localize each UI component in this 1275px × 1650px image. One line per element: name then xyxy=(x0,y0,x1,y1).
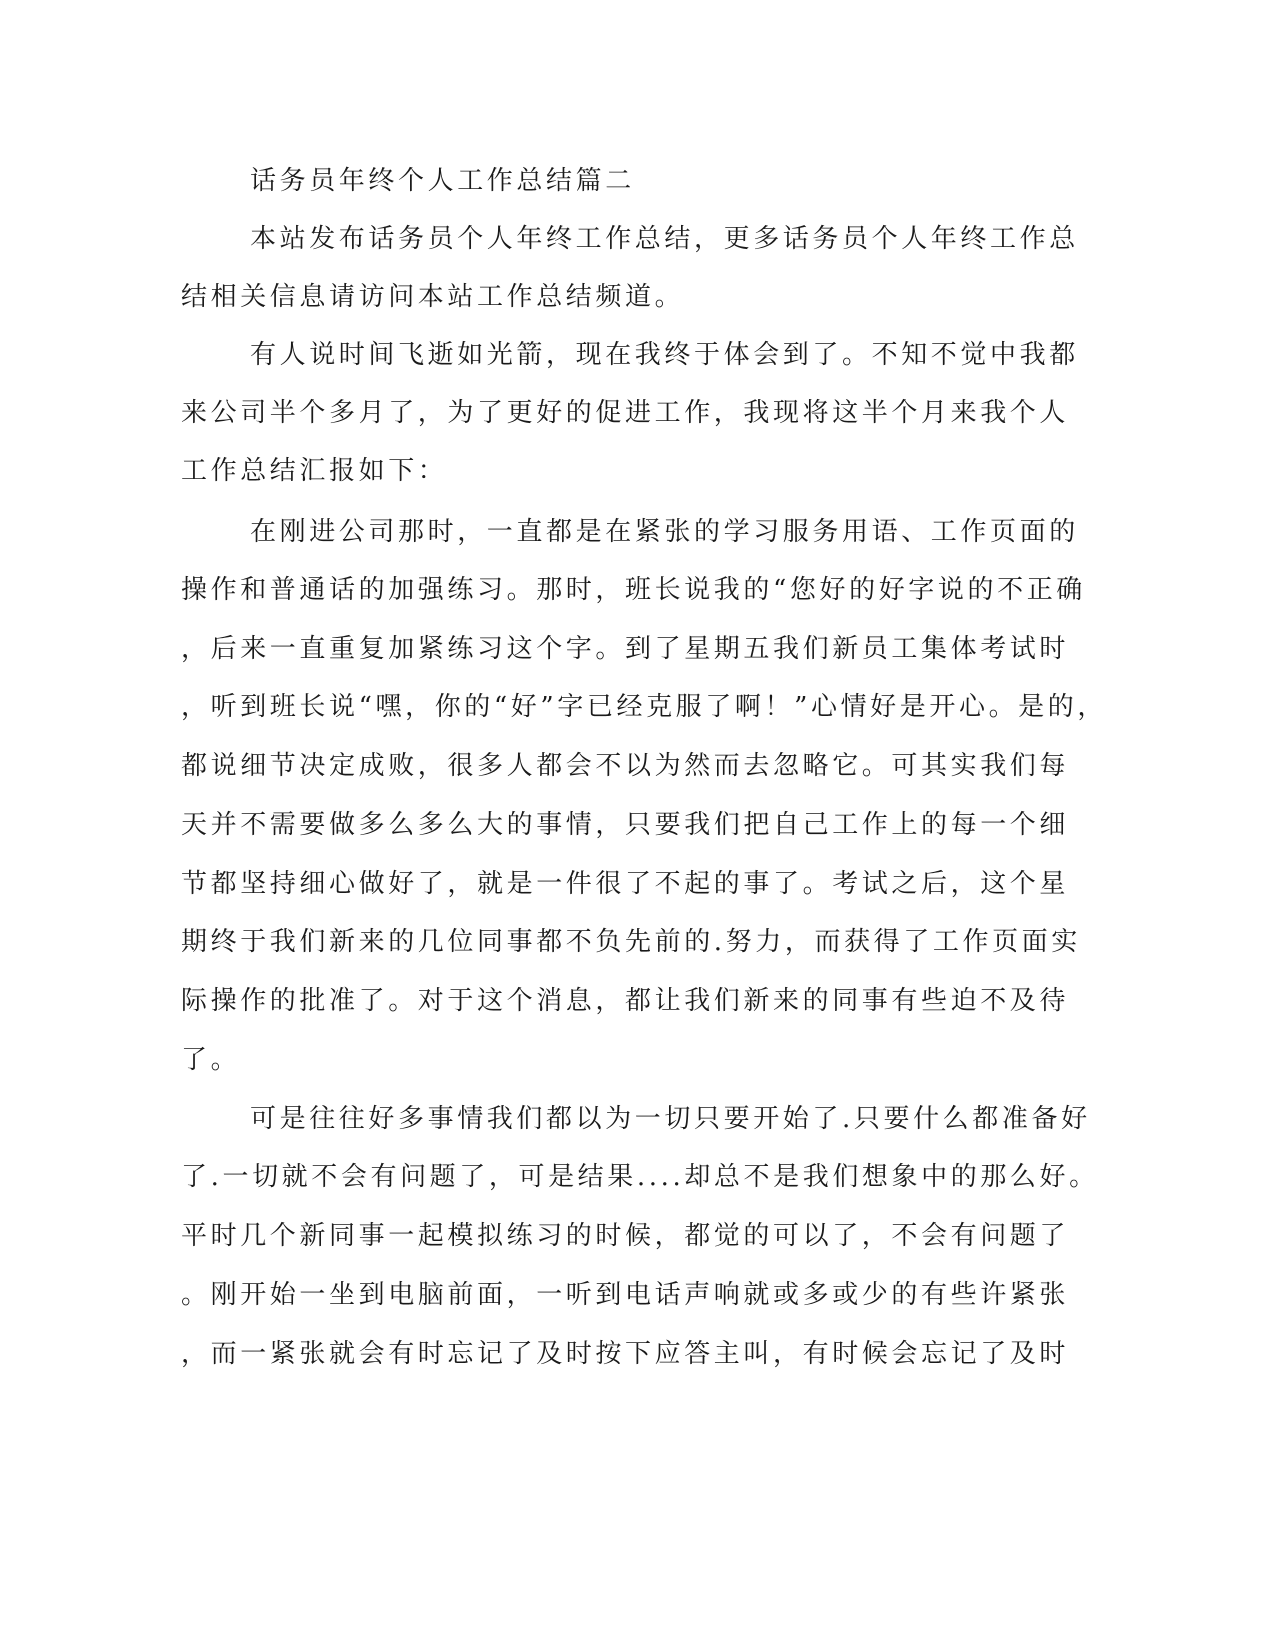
paragraph-line: 在刚进公司那时，一直都是在紧张的学习服务用语、工作页面的 xyxy=(250,517,1079,547)
paragraph-line: ，后来一直重复加紧练习这个字。到了星期五我们新员工集体考试时 xyxy=(181,634,1070,664)
paragraph-line: 结相关信息请访问本站工作总结频道。 xyxy=(181,282,685,312)
paragraph-line: 操作和普通话的加强练习。那时，班长说我的“您好的好字说的不正确 xyxy=(181,575,1086,605)
paragraph-line: 本站发布话务员个人年终工作总结，更多话务员个人年终工作总 xyxy=(250,224,1079,254)
paragraph-line: ，听到班长说“嘿，你的“好”字已经克服了啊！”心情好是开心。是的， xyxy=(181,692,1107,722)
paragraph-line: 。刚开始一坐到电脑前面，一听到电话声响就或多或少的有些许紧张 xyxy=(181,1280,1070,1310)
paragraph-line: 都说细节决定成败，很多人都会不以为然而去忽略它。可其实我们每 xyxy=(181,751,1070,781)
paragraph-line: 平时几个新同事一起模拟练习的时候，都觉的可以了，不会有问题了 xyxy=(181,1221,1070,1251)
paragraph-line: 天并不需要做多么多么大的事情，只要我们把自己工作上的每一个细 xyxy=(181,810,1070,840)
paragraph-line: 工作总结汇报如下： xyxy=(181,456,448,486)
paragraph-line: 了。 xyxy=(181,1045,241,1075)
paragraph-line: 了.一切就不会有问题了，可是结果....却总不是我们想象中的那么好。 xyxy=(181,1162,1099,1192)
paragraph-line: 可是往往好多事情我们都以为一切只要开始了.只要什么都准备好 xyxy=(250,1104,1091,1134)
paragraph-line: 期终于我们新来的几位同事都不负先前的.努力，而获得了工作页面实 xyxy=(181,927,1081,957)
document-title: 话务员年终个人工作总结篇二 xyxy=(250,166,635,196)
paragraph-line: 来公司半个多月了，为了更好的促进工作，我现将这半个月来我个人 xyxy=(181,398,1070,428)
paragraph-line: 节都坚持细心做好了，就是一件很了不起的事了。考试之后，这个星 xyxy=(181,869,1070,899)
paragraph-line: 有人说时间飞逝如光箭，现在我终于体会到了。不知不觉中我都 xyxy=(250,340,1079,370)
paragraph-line: 际操作的批准了。对于这个消息，都让我们新来的同事有些迫不及待 xyxy=(181,986,1070,1016)
paragraph-line: ，而一紧张就会有时忘记了及时按下应答主叫，有时候会忘记了及时 xyxy=(181,1339,1070,1369)
